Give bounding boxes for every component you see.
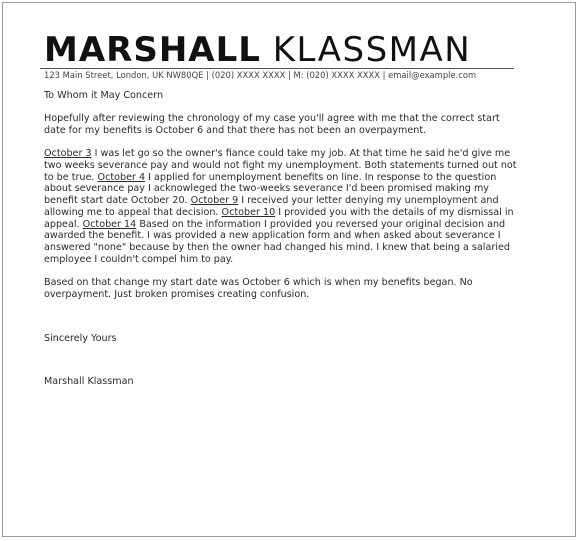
date-october-3: October 3 — [44, 148, 92, 160]
letter-body — [44, 90, 524, 312]
date-october-9: October 9 — [190, 195, 239, 207]
chronology-text-5: Based on the information I provided you reversed your original decision and awarded the benefit. I was provided a new application form and when asked about severance I answered "none" because by then the owner had changed his mind. I knew that being a salaried employee I couldn't compel him to pay. — [44, 218, 510, 265]
salutation: To Whom it May Concern — [44, 90, 164, 101]
chronology-text-3: I received your letter denying my unemployment and allowing me to appeal that decision. — [44, 195, 499, 218]
chronology-text-4: I provided you with the details of my dismissal in appeal. — [44, 206, 514, 230]
letterhead-name — [44, 30, 471, 70]
letterhead-first-name: MARSHALL — [44, 30, 261, 70]
letterhead-divider — [40, 68, 514, 69]
date-october-10: October 10 — [221, 206, 276, 218]
date-october-14: October 14 — [82, 218, 137, 230]
date-october-4: October 4 — [97, 171, 146, 183]
paragraph-conclusion: Based on that change my start date was October 6 which is when my benefits began. No overpayment. Just broken promises creating confusion. — [44, 276, 473, 300]
paragraph-intro: Hopefully after reviewing the chronology of my case you'll agree with me that the correct start date for my benefits is October 6 and that there has not been an overpayment. — [44, 113, 500, 136]
chronology-text-1: I was let go so the owner's fiance could take my job. At that time he said he'd give me two weeks severance pay and would not fight my unemployment. Both statements turned out not to be true. — [44, 148, 517, 183]
letterhead-contact-line: 123 Main Street, London, UK NW80QE | (020) XXXX XXXX | M: (020) XXXX XXXX | email@example.com — [44, 70, 477, 80]
closing: Sincerely Yours — [44, 333, 117, 344]
letterhead-last-name: KLASSMAN — [272, 30, 472, 70]
paragraph-chronology — [44, 148, 524, 265]
chronology-text-2: I applied for unemployment benefits on line. In response to the question about severance pay I acknowleged the two-weeks severance I'd been promised making my benefit start date October 20. — [44, 171, 497, 207]
signature-name: Marshall Klassman — [44, 376, 134, 387]
